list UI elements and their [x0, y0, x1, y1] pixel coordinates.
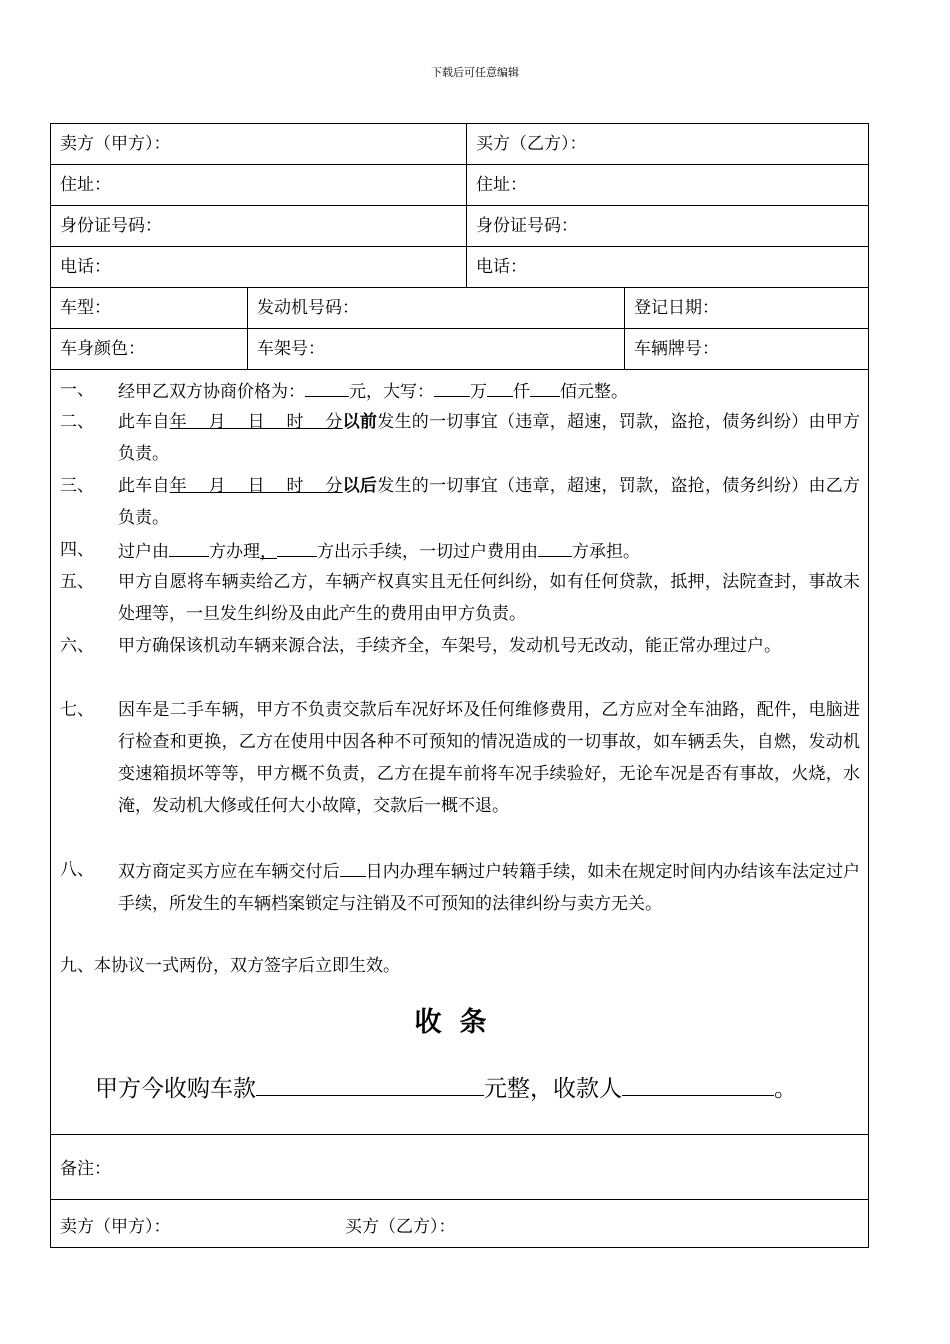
vehicle-row-1 [51, 288, 868, 329]
clause-5: 五、 甲方自愿将车辆卖给乙方，车辆产权真实且无任何纠纷，如有任何贷款，抵押，法院查封，事故未处理等，一旦发生纠纷及由此产生的费用由甲方负责。 [60, 572, 860, 624]
payee-blank[interactable] [622, 1073, 774, 1096]
buyer-phone-field[interactable]: 电话： [466, 247, 868, 287]
receipt-title: 收条 [414, 1007, 505, 1038]
clause-8: 八、 双方商定买方应在车辆交付后 日内办理车辆过户转籍手续，如未在规定时间内办结该车法定过户手续，所发生的车辆档案锁定与注销及不可预知的法律纠纷与卖方无关。 [60, 854, 860, 950]
seller-signature-field[interactable]: 卖方（甲方）： [60, 1217, 171, 1237]
days-blank[interactable] [340, 854, 366, 877]
seller-address-field[interactable]: 住址： [60, 175, 111, 195]
phone-row [51, 247, 868, 288]
seller-phone-field[interactable]: 电话： [60, 257, 111, 277]
price-blank[interactable] [305, 374, 349, 397]
docs-party-blank[interactable] [277, 534, 317, 557]
engine-number-field[interactable]: 发动机号码： [247, 288, 624, 328]
frame-number-field[interactable]: 车架号： [247, 329, 624, 369]
color-field[interactable]: 车身颜色： [60, 339, 145, 359]
signature-row [51, 1199, 868, 1248]
wan-blank[interactable] [434, 374, 470, 397]
address-row [51, 165, 868, 206]
seller-buyer-row [51, 124, 868, 165]
remark-field[interactable]: 备注： [60, 1159, 111, 1179]
receipt-amount-blank[interactable] [256, 1073, 484, 1096]
bai-blank[interactable] [530, 374, 560, 397]
buyer-id-field[interactable]: 身份证号码： [466, 206, 868, 246]
model-field[interactable]: 车型： [60, 298, 111, 318]
receipt-line: 甲方今收购车款 元整，收款人 。 [95, 1070, 797, 1103]
clause-7: 七、 因车是二手车辆，甲方不负责交款后车况好坏及任何维修费用，乙方应对全车油路，配件，电脑进行检查和更换，乙方在使用中因各种不可预知的情况造成的一切事故，如车辆丢失，自燃，发动机变速箱损坏等等，甲方概不负责，乙方在提车前将车况手续验好，无论车况是否有事故，火烧，水淹，发动机大修或任何大小故障，交款后一概不退。 [60, 700, 860, 816]
plate-number-field[interactable]: 车辆牌号： [624, 329, 868, 369]
seller-id-field[interactable]: 身份证号码： [60, 216, 162, 236]
clause-3: 三、 此车自年 月 日 时 分以后发生的一切事宜（违章，超速，罚款，盗抢，债务纠纷）由乙方负责。 [60, 476, 861, 528]
contract-form [50, 123, 869, 1248]
buyer-address-field[interactable]: 住址： [466, 165, 868, 205]
buyer-field[interactable]: 买方（乙方）： [466, 124, 868, 164]
seller-field[interactable]: 卖方（甲方）： [60, 134, 171, 154]
clause-6: 六、 甲方确保该机动车辆来源合法，手续齐全，车架号，发动机号无改动，能正常办理过户。 [60, 636, 781, 656]
fee-party-blank[interactable] [538, 534, 572, 557]
date-before-blank[interactable]: 年 月 日 时 分 [169, 412, 343, 432]
header-note: 下载后可任意编辑 [431, 66, 519, 79]
registration-date-field[interactable]: 登记日期： [624, 288, 868, 328]
terms-section: 一、 经甲乙双方协商价格为： 元，大写： 万 仟 佰元整。 二、 此车自年 月 日 时 分以前发生的一切事宜（违章，超速，罚款，盗抢，债务纠纷）由甲方负责。 三、 此车自年 月 日 时 分以后发生的一切事宜（违章，超速，罚款，盗抢，债务纠纷）由乙方负责。 四、 过户由 方办理， 方出示手续，一切过户费用由 方承担。 五、 甲方自愿将车辆卖给乙方，车辆产权真实且无任何纠纷，如有任何贷款，抵押，法院查封，事故未处理等，一旦发生纠纷及由此产生的费用由甲方负责。 六、 甲方确保该机动车辆来源合法，手续齐全，车架号，发动机号无改动，能正常办理过户。 七、 因车是二手车辆，甲方不负责交款后车况好坏及任何维修费用，乙方应对全车油路，配件，电脑进行检查和更换，乙方在使用中因各种不可预知的情况造成的一切事故，如车辆丢失，自燃，发动机变速箱损坏等等，甲方概不负责，乙方在提车前将车况手续验好，无论车况是否有事故，火烧，水淹，发动机大修或任何大小故障，交款后一概不退。 八、 双方商定买方应在车辆交付后 日内办理车辆过户转籍手续，如未在规定时间内办结该车法定过户手续，所发生的车辆档案锁定与注销及不可预知的法律纠纷与卖方无关。 九、本协议一式两份，双方签字后立即生效。 收条 甲方今收购车款 元整，收款人 。 [51, 370, 868, 1135]
date-after-blank[interactable]: 年 月 日 时 分 [169, 476, 343, 496]
qian-blank[interactable] [487, 374, 513, 397]
vehicle-row-2 [51, 329, 868, 370]
buyer-signature-field[interactable]: 买方（乙方）： [345, 1217, 456, 1237]
clause-2: 二、 此车自年 月 日 时 分以前发生的一切事宜（违章，超速，罚款，盗抢，债务纠纷）由甲方负责。 [60, 412, 861, 464]
transfer-party-blank[interactable] [169, 534, 209, 557]
id-row [51, 206, 868, 247]
clause-9: 九、本协议一式两份，双方签字后立即生效。 [60, 956, 400, 976]
